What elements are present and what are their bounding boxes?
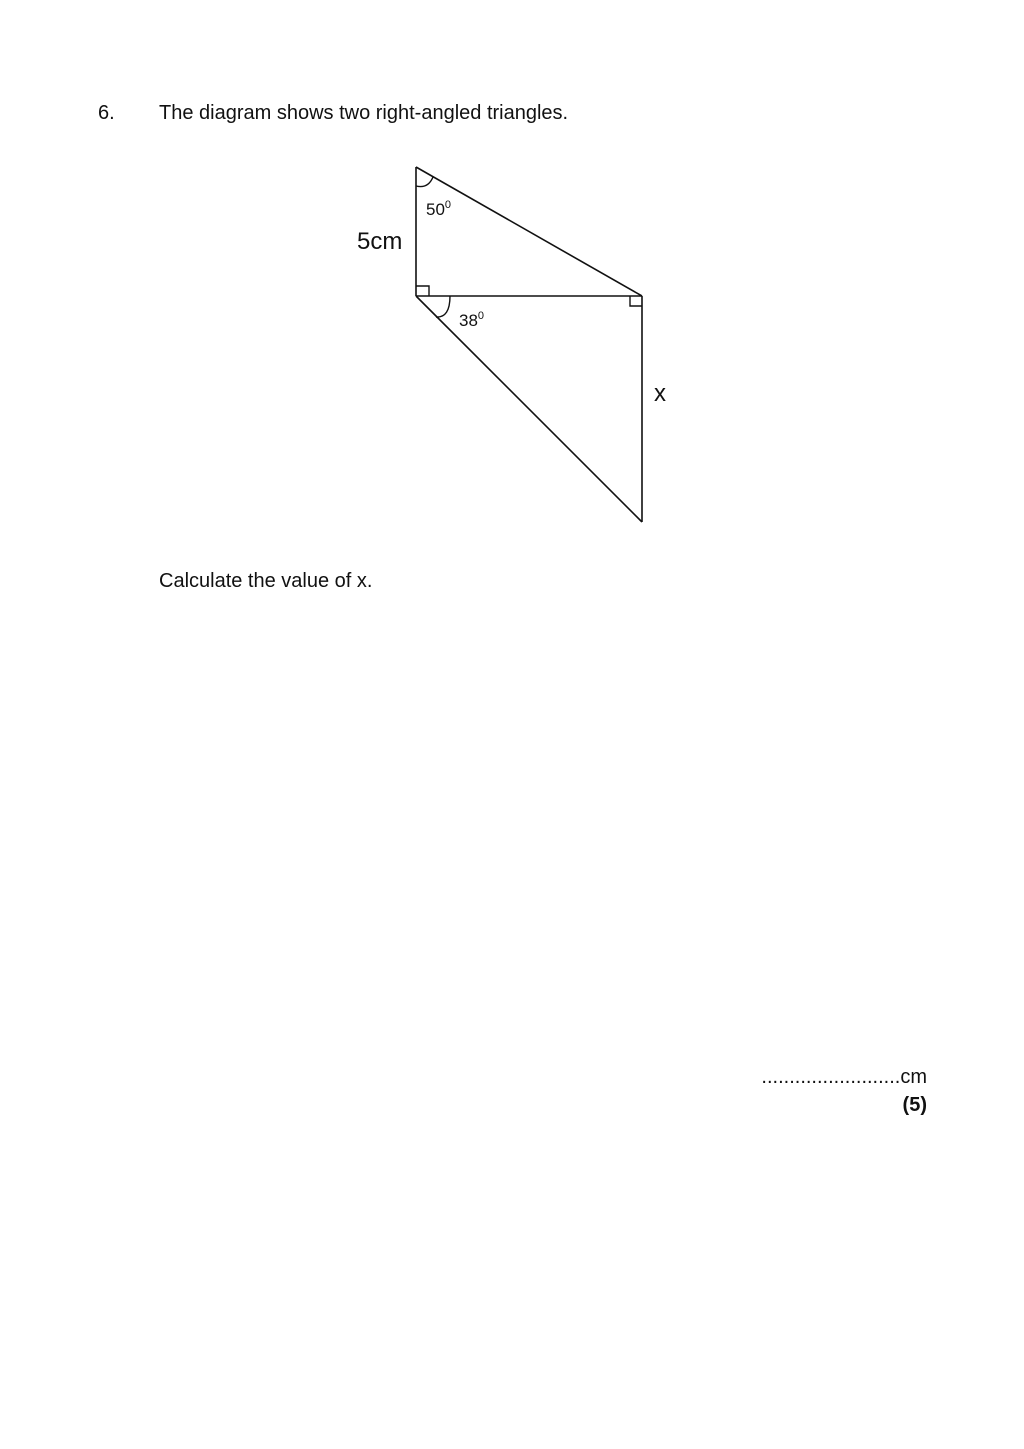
angle-label-bottom bbox=[459, 310, 484, 330]
degree-mark-bottom: 0 bbox=[477, 310, 485, 322]
degree-mark-top: 0 bbox=[444, 199, 452, 211]
side-label-5cm: 5cm bbox=[357, 228, 403, 255]
side-ac bbox=[416, 167, 642, 296]
angle-arc-bottom bbox=[436, 296, 450, 317]
right-angle-marker-b bbox=[416, 286, 429, 296]
angle-value-bottom: 38 bbox=[459, 311, 478, 330]
angle-arc-top bbox=[416, 177, 433, 187]
angle-label-top bbox=[426, 199, 451, 219]
question-intro: The diagram shows two right-angled triangles. bbox=[159, 102, 569, 124]
marks-label: (5) bbox=[902, 1094, 927, 1116]
right-angle-marker-c bbox=[630, 296, 642, 306]
question-number: 6. bbox=[98, 102, 115, 124]
side-bd bbox=[416, 296, 642, 522]
question-prompt: Calculate the value of x. bbox=[159, 570, 373, 592]
unknown-label-x: x bbox=[654, 380, 666, 407]
answer-line: .........................cm bbox=[761, 1066, 927, 1088]
angle-value-top: 50 bbox=[426, 200, 445, 219]
triangles-diagram bbox=[340, 155, 700, 535]
